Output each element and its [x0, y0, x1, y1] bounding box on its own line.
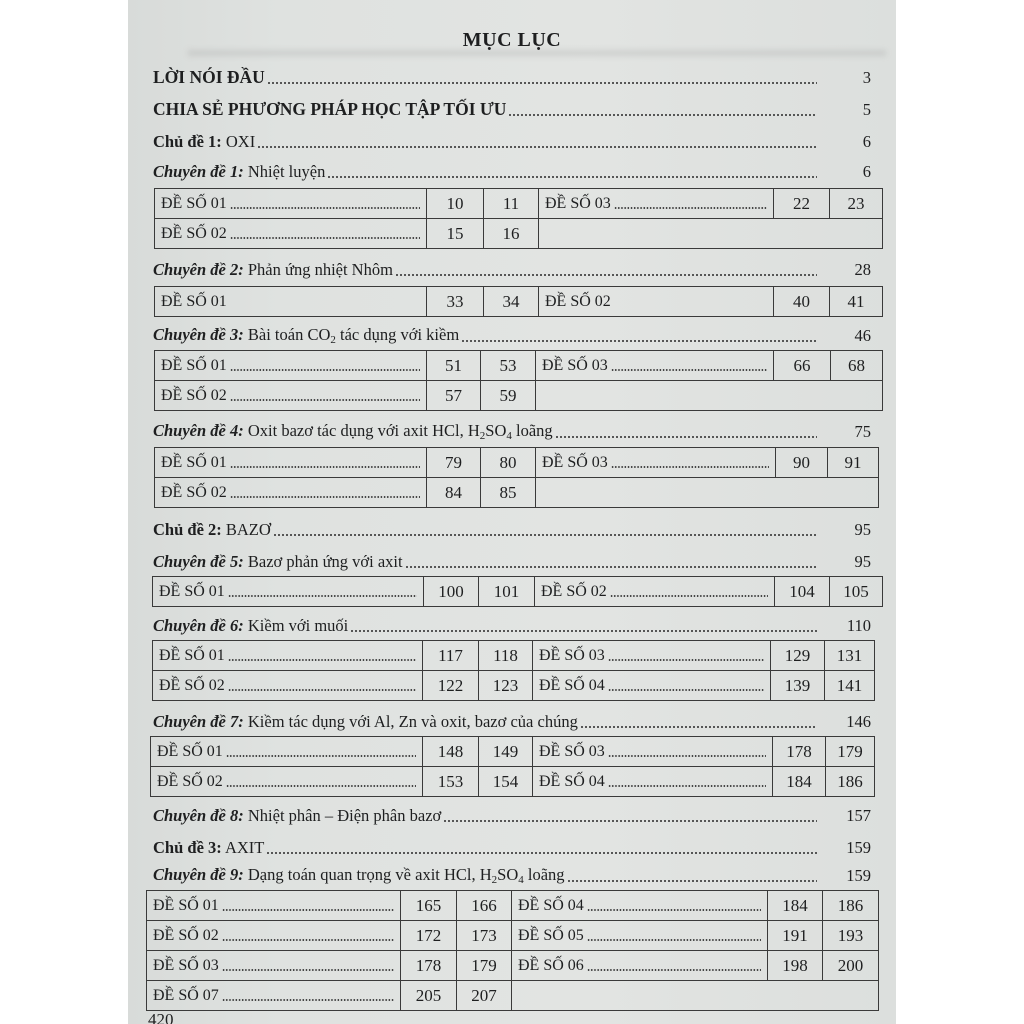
leader-dots: [230, 399, 420, 401]
leader-dots: [228, 595, 417, 597]
table-row: [155, 381, 883, 411]
answer-page: 149: [479, 737, 533, 767]
answer-page: 193: [823, 921, 879, 951]
table-row: [153, 577, 883, 607]
table-row: [153, 641, 875, 671]
toc-label-cont: loãng: [511, 421, 553, 440]
leader-dots: [230, 237, 420, 239]
leader-dots: [610, 595, 768, 597]
leader-dots: [587, 909, 761, 911]
toc-entry-chuyen-de-5[interactable]: [153, 548, 873, 572]
toc-entry-chuyen-de-2[interactable]: [153, 256, 873, 280]
toc-label: AXIT: [221, 838, 265, 857]
exam-table-chuyen-de-7: [150, 736, 875, 797]
toc-page-number: 75: [854, 422, 871, 441]
table-row: [151, 767, 875, 797]
toc-page-number: 159: [846, 838, 871, 857]
toc-page-number: 95: [854, 520, 871, 539]
answer-page: 179: [826, 737, 875, 767]
toc-entry-chu-de-2[interactable]: [153, 516, 873, 540]
toc-label: Kiềm với muối: [243, 616, 349, 635]
leader-dots: [257, 146, 817, 148]
toc-label: Kiềm tác dụng với Al, Zn và oxit, bazơ của chúng: [243, 712, 578, 731]
answer-page: 53: [481, 351, 536, 381]
leader-dots: [611, 466, 769, 468]
question-page: 184: [773, 767, 826, 797]
exam-name-cell[interactable]: ĐỀ SỐ 01: [155, 351, 427, 381]
answer-page: 154: [479, 767, 533, 797]
leader-dots: [443, 820, 817, 822]
exam-table-chuyen-de-5: [152, 576, 883, 607]
question-page: 90: [776, 448, 828, 478]
answer-page: 16: [484, 219, 539, 249]
subtopic-prefix: Chuyên đề 9:: [153, 865, 244, 884]
toc-entry-chuyen-de-3[interactable]: [153, 322, 873, 346]
answer-page: 68: [831, 351, 883, 381]
question-page: 205: [401, 981, 457, 1011]
leader-dots: [273, 534, 817, 536]
empty-cell: [536, 381, 883, 411]
subscript: 2: [479, 430, 486, 442]
question-page: 129: [771, 641, 825, 671]
exam-name-cell[interactable]: ĐỀ SỐ 03: [539, 189, 774, 219]
subscript: 2: [491, 874, 498, 886]
table-row: [147, 981, 879, 1011]
answer-page: 41: [830, 287, 883, 317]
subtopic-prefix: Chuyên đề 2:: [153, 260, 244, 279]
leader-dots: [266, 852, 817, 854]
table-row: [155, 351, 883, 381]
question-page: 184: [768, 891, 823, 921]
exam-name-cell[interactable]: ĐỀ SỐ 01: [151, 737, 423, 767]
leader-dots: [508, 114, 817, 116]
exam-name-cell[interactable]: ĐỀ SỐ 06: [512, 951, 768, 981]
toc-label: Nhiệt phân – Điện phân bazơ: [243, 806, 442, 825]
leader-dots: [555, 436, 817, 438]
toc-label-cont: tác dụng với kiềm: [335, 325, 460, 344]
answer-page: 85: [481, 478, 536, 508]
exam-name-cell[interactable]: ĐỀ SỐ 01: [153, 641, 423, 671]
leader-dots: [230, 496, 420, 498]
leader-dots: [580, 726, 817, 728]
toc-label: BAZƠ: [221, 520, 271, 539]
question-page: 139: [771, 671, 825, 701]
exam-table-chuyen-de-4: [154, 447, 879, 508]
toc-label: Bài toán CO: [243, 325, 331, 344]
question-page: 178: [401, 951, 457, 981]
question-page: 66: [774, 351, 831, 381]
leader-dots: [222, 999, 394, 1001]
answer-page: 80: [481, 448, 536, 478]
toc-page-number: 146: [846, 712, 871, 731]
table-row: [155, 478, 879, 508]
exam-name-cell[interactable]: ĐỀ SỐ 02: [155, 478, 427, 508]
book-page: [128, 0, 896, 1024]
question-page: 198: [768, 951, 823, 981]
toc-entry-chuyen-de-7[interactable]: [153, 708, 873, 732]
toc-label-cont: loãng: [523, 865, 565, 884]
exam-name-cell[interactable]: ĐỀ SỐ 02: [151, 767, 423, 797]
empty-cell: [536, 478, 879, 508]
toc-entry-chu-de-3[interactable]: [153, 834, 873, 858]
exam-table-chuyen-de-6: [152, 640, 875, 701]
topic-prefix: Chủ đề 3:: [153, 838, 222, 857]
page-number: 420: [148, 1010, 174, 1024]
exam-name-cell[interactable]: ĐỀ SỐ 05: [512, 921, 768, 951]
answer-page: 11: [484, 189, 539, 219]
toc-entry-loi-noi-dau[interactable]: [153, 64, 873, 88]
toc-page-number: 159: [846, 866, 871, 885]
subtopic-prefix: Chuyên đề 8:: [153, 806, 244, 825]
exam-name-cell[interactable]: ĐỀ SỐ 01: [155, 189, 427, 219]
toc-page-number: 6: [862, 162, 871, 181]
question-page: 57: [427, 381, 481, 411]
exam-name-cell[interactable]: ĐỀ SỐ 01: [153, 577, 424, 607]
question-page: 22: [774, 189, 830, 219]
toc-page-number: 110: [846, 616, 871, 635]
answer-page: 131: [825, 641, 875, 671]
answer-page: 101: [479, 577, 535, 607]
leader-dots: [608, 785, 766, 787]
toc-page-number: 46: [854, 326, 871, 345]
question-page: 148: [423, 737, 479, 767]
question-page: 191: [768, 921, 823, 951]
leader-dots: [608, 659, 764, 661]
table-row: [151, 737, 875, 767]
empty-cell: [512, 981, 879, 1011]
leader-dots: [226, 785, 416, 787]
table-row: [155, 189, 883, 219]
toc-page-number: 95: [854, 552, 871, 571]
question-page: 117: [423, 641, 479, 671]
toc-entry-chuyen-de-1[interactable]: [153, 158, 873, 182]
answer-page: 141: [825, 671, 875, 701]
exam-name-cell[interactable]: ĐỀ SỐ 01: [155, 287, 427, 317]
subtopic-prefix: Chuyên đề 4:: [153, 421, 244, 440]
answer-page: 166: [457, 891, 512, 921]
toc-label: Oxit bazơ tác dụng với axit HCl, H: [243, 421, 480, 440]
topic-prefix: Chủ đề 2:: [153, 520, 222, 539]
answer-page: 105: [830, 577, 883, 607]
exam-name-cell[interactable]: ĐỀ SỐ 03: [536, 351, 774, 381]
toc-page-number: 6: [862, 132, 871, 151]
table-row: [147, 951, 879, 981]
leader-dots: [614, 207, 767, 209]
exam-table-chuyen-de-3: [154, 350, 883, 411]
toc-label: Bazơ phản ứng với axit: [243, 552, 403, 571]
leader-dots: [395, 274, 817, 276]
leader-dots: [587, 939, 761, 941]
exam-name-cell[interactable]: ĐỀ SỐ 02: [155, 219, 427, 249]
toc-entry-chuyen-de-4[interactable]: [153, 418, 873, 442]
toc-label-cont: SO: [485, 421, 507, 440]
exam-name-cell[interactable]: ĐỀ SỐ 02: [535, 577, 775, 607]
exam-name-cell[interactable]: ĐỀ SỐ 03: [536, 448, 776, 478]
exam-table-chuyen-de-1: [154, 188, 883, 249]
exam-name-cell[interactable]: ĐỀ SỐ 04: [533, 671, 771, 701]
exam-name-cell[interactable]: ĐỀ SỐ 02: [153, 671, 423, 701]
exam-name-cell[interactable]: ĐỀ SỐ 01: [155, 448, 427, 478]
question-page: 15: [427, 219, 484, 249]
subtopic-prefix: Chuyên đề 7:: [153, 712, 244, 731]
answer-page: 34: [484, 287, 539, 317]
table-row: [147, 921, 879, 951]
leader-dots: [230, 466, 420, 468]
toc-page-number: 3: [862, 68, 871, 87]
toc-label: CHIA SẺ PHƯƠNG PHÁP HỌC TẬP TỐI ƯU: [153, 99, 507, 119]
leader-dots: [461, 340, 817, 342]
answer-page: 186: [826, 767, 875, 797]
leader-dots: [608, 755, 766, 757]
question-page: 33: [427, 287, 484, 317]
toc-label: LỜI NÓI ĐẦU: [153, 67, 265, 87]
toc-page-number: 5: [862, 100, 871, 119]
answer-page: 173: [457, 921, 512, 951]
exam-name-cell[interactable]: ĐỀ SỐ 01: [147, 891, 401, 921]
leader-dots: [267, 82, 817, 84]
question-page: 122: [423, 671, 479, 701]
subscript: 4: [518, 874, 524, 886]
question-page: 79: [427, 448, 481, 478]
toc-label: Phản ứng nhiệt Nhôm: [243, 260, 393, 279]
toc-label: OXI: [221, 132, 256, 151]
answer-page: 91: [828, 448, 879, 478]
question-page: 100: [424, 577, 479, 607]
question-page: 10: [427, 189, 484, 219]
question-page: 40: [774, 287, 830, 317]
leader-dots: [222, 939, 394, 941]
leader-dots: [230, 369, 420, 371]
question-page: 153: [423, 767, 479, 797]
leader-dots: [405, 566, 817, 568]
toc-label: Dạng toán quan trọng về axit HCl, H: [243, 865, 492, 884]
toc-label: Nhiệt luyện: [243, 162, 326, 181]
table-row: [155, 448, 879, 478]
answer-page: 23: [830, 189, 883, 219]
table-row: [147, 891, 879, 921]
leader-dots: [350, 630, 817, 632]
question-page: 84: [427, 478, 481, 508]
question-page: 51: [427, 351, 481, 381]
toc-entry-chu-de-1[interactable]: [153, 128, 873, 152]
exam-name-cell[interactable]: ĐỀ SỐ 07: [147, 981, 401, 1011]
answer-page: 207: [457, 981, 512, 1011]
leader-dots: [611, 369, 767, 371]
toc-entry-chuyen-de-8[interactable]: [153, 802, 873, 826]
table-row: [155, 287, 883, 317]
question-page: 104: [775, 577, 830, 607]
answer-page: 179: [457, 951, 512, 981]
exam-name-cell[interactable]: ĐỀ SỐ 04: [533, 767, 773, 797]
subscript: 4: [506, 430, 512, 442]
question-page: 165: [401, 891, 457, 921]
exam-name-cell[interactable]: ĐỀ SỐ 03: [147, 951, 401, 981]
leader-dots: [222, 969, 394, 971]
leader-dots: [226, 755, 416, 757]
leader-dots: [228, 689, 416, 691]
exam-table-chuyen-de-2: [154, 286, 883, 317]
subtopic-prefix: Chuyên đề 6:: [153, 616, 244, 635]
leader-dots: [587, 969, 761, 971]
answer-page: 59: [481, 381, 536, 411]
page-title: MỤC LỤC: [462, 29, 562, 51]
toc-entry-chuyen-de-9[interactable]: [153, 862, 873, 886]
subtopic-prefix: Chuyên đề 1:: [153, 162, 244, 181]
subscript: 2: [330, 334, 336, 346]
question-page: 178: [773, 737, 826, 767]
answer-page: 123: [479, 671, 533, 701]
leader-dots: [567, 880, 817, 882]
exam-table-chuyen-de-9: [146, 890, 879, 1011]
leader-dots: [327, 176, 817, 178]
table-row: [153, 671, 875, 701]
subtopic-prefix: Chuyên đề 3:: [153, 325, 244, 344]
exam-name-cell[interactable]: ĐỀ SỐ 03: [533, 641, 771, 671]
toc-entry-chuyen-de-6[interactable]: [153, 612, 873, 636]
topic-prefix: Chủ đề 1:: [153, 132, 222, 151]
answer-page: 186: [823, 891, 879, 921]
exam-name-cell[interactable]: ĐỀ SỐ 02: [147, 921, 401, 951]
exam-name-cell[interactable]: ĐỀ SỐ 03: [533, 737, 773, 767]
leader-dots: [222, 909, 394, 911]
answer-page: 200: [823, 951, 879, 981]
subtopic-prefix: Chuyên đề 5:: [153, 552, 244, 571]
table-row: [155, 219, 883, 249]
exam-name-cell[interactable]: ĐỀ SỐ 02: [539, 287, 774, 317]
leader-dots: [230, 207, 420, 209]
exam-name-cell[interactable]: ĐỀ SỐ 02: [155, 381, 427, 411]
toc-page-number: 157: [846, 806, 871, 825]
leader-dots: [228, 659, 416, 661]
toc-label-cont: SO: [497, 865, 519, 884]
answer-page: 118: [479, 641, 533, 671]
question-page: 172: [401, 921, 457, 951]
empty-cell: [539, 219, 883, 249]
exam-name-cell[interactable]: ĐỀ SỐ 04: [512, 891, 768, 921]
leader-dots: [608, 689, 764, 691]
toc-entry-chia-se[interactable]: [153, 96, 873, 120]
toc-page-number: 28: [854, 260, 871, 279]
